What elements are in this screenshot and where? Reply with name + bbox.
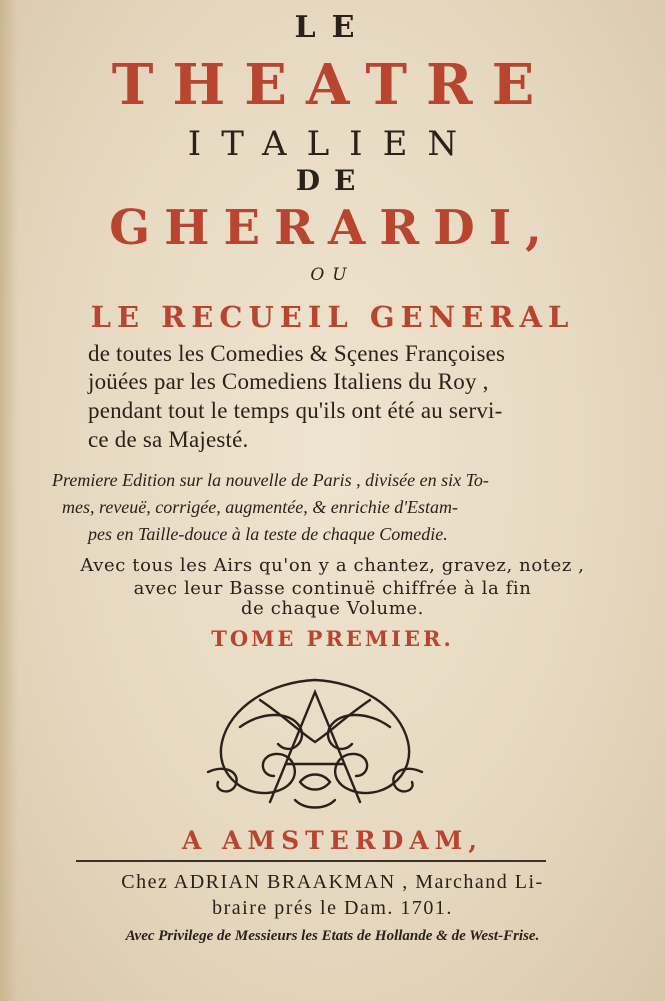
title-le: LE [294,10,371,45]
description-line: joüées par les Comediens Italiens du Roy , [88,369,489,394]
place-label: A AMSTERDAM, [181,826,484,855]
printer-line: braire prés le Dam. 1701. [212,897,453,919]
edition-line: pes en Taille-douce à la teste de chaque Comedie. [88,524,448,544]
printer-line: Chez ADRIAN BRAAKMAN , Marchand Li- [121,871,544,893]
title-theatre: THEATRE [111,52,554,118]
title-italien: ITALIEN [187,124,478,164]
tome-label: TOME PREMIER. [211,626,454,651]
description-line: de toutes les Comedies & Sçenes Françoises [88,341,506,366]
airs-line: Avec tous les Airs qu'on y a chantez, gravez, notez , [80,555,585,576]
title-recueil: LE RECUEIL GENERAL [90,300,575,334]
description-line: pendant tout le temps qu'ils ont été au servi- [88,398,503,423]
divider-rule [76,860,546,862]
edition-line: mes, reveuë, corrigée, augmentée, & enrichie d'Estam- [62,497,459,517]
title-ou: OU [310,265,355,285]
airs-line: avec leur Basse continuë chiffrée à la fin [133,578,532,599]
title-de: DE [295,164,370,197]
privilege-line: Avec Privilege de Messieurs les Etats de Hollande & de West-Frise. [125,928,540,944]
description-line: ce de sa Majesté. [88,427,249,452]
monogram-icon [200,672,430,812]
title-gherardi: GHERARDI, [109,200,556,256]
airs-line: de chaque Volume. [241,598,424,619]
edition-line: Premiere Edition sur la nouvelle de Paris , divisée en six To- [52,470,489,490]
